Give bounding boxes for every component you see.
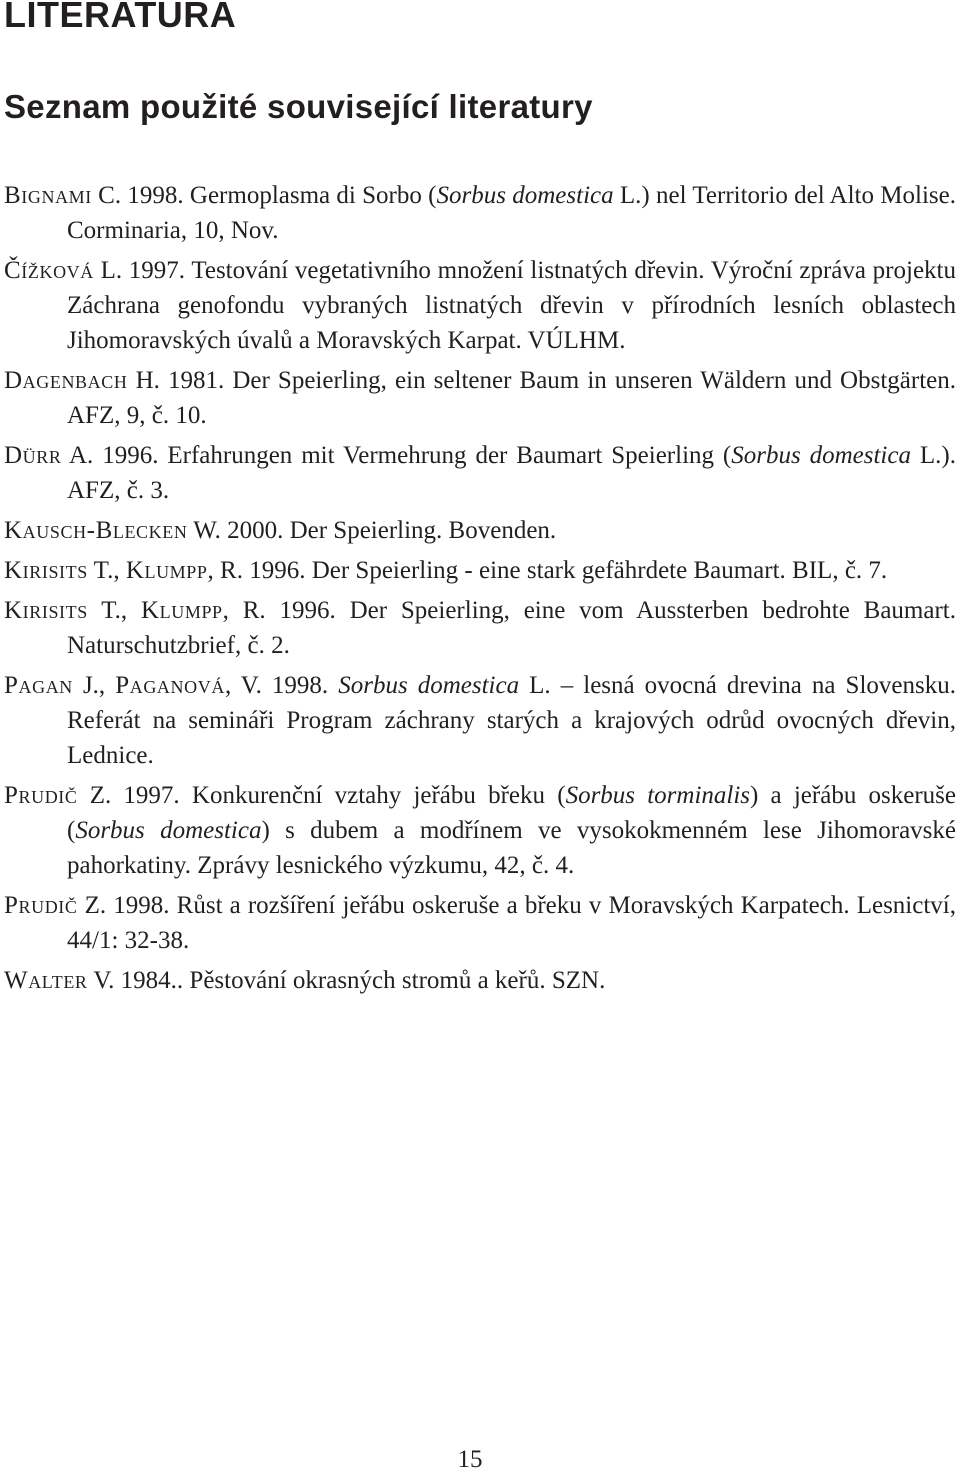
reference-text: , R. 1996. Der Speierling, eine vom Aussterben bedrohte Baumart. Naturschutzbrief, č. 2.	[67, 597, 956, 659]
reference-coauthor: Paganová	[115, 672, 225, 699]
reference-text: ) s dubem a modřínem ve vysokokmenném lese Jihomoravské pahorkatiny. Zprávy lesnického výzkumu, 42, č. 4.	[67, 817, 956, 879]
reference-text: T.,	[87, 597, 141, 624]
reference-coauthor: Klumpp	[140, 597, 223, 624]
reference-text: , V. 1998.	[224, 672, 339, 699]
reference-text: A. 1996. Erfahrungen mit Vermehrung der Baumart Speierling (	[61, 442, 732, 469]
page-number: 15	[457, 1446, 483, 1473]
reference-item	[4, 363, 956, 433]
reference-author: Pagan	[4, 672, 73, 699]
reference-item	[4, 593, 956, 663]
reference-author: Čížková	[4, 257, 94, 284]
reference-item	[4, 553, 956, 588]
reference-text: L. 1997. Testování vegetativního množení listnatých dřevin. Výroční zpráva projektu Záchrana genofondu vybraných listnatých dřevin v přírodních lesních oblastech Jihomoravských úvalů a Moravských Karpat. VÚLHM.	[67, 257, 956, 354]
reference-item	[4, 513, 956, 548]
reference-text: J.,	[72, 672, 116, 699]
reference-text: Z. 1998. Růst a rozšíření jeřábu oskeruše a břeku v Moravských Karpatech. Lesnictví, 44/1: 32-38.	[67, 892, 956, 954]
reference-author: Bignami	[4, 182, 92, 209]
page-heading: LITERATURA	[4, 0, 237, 35]
reference-author: Prudič	[4, 782, 78, 809]
reference-text: Z. 1997. Konkurenční vztahy jeřábu břeku (	[77, 782, 566, 809]
reference-text: V. 1984.. Pěstování okrasných stromů a keřů. SZN.	[87, 967, 606, 994]
reference-text: T.,	[87, 557, 126, 584]
reference-list	[4, 178, 956, 1003]
species-name: Sorbus domestica	[731, 442, 911, 469]
reference-item	[4, 888, 956, 958]
reference-text: L. – lesná ovocná drevina na Slovensku. Referát na semináři Program záchrany starých a krajových odrůd ovocných dřevin, Lednice.	[67, 672, 956, 769]
species-name: Sorbus domestica	[436, 182, 614, 209]
reference-item	[4, 778, 956, 883]
reference-text: L.). AFZ, č. 3.	[67, 442, 956, 504]
reference-coauthor: Klumpp	[125, 557, 208, 584]
reference-text: L.) nel Territorio del Alto Molise. Corminaria, 10, Nov.	[67, 182, 956, 244]
species-name: Sorbus domestica	[338, 672, 520, 699]
reference-item	[4, 253, 956, 358]
reference-item	[4, 438, 956, 508]
reference-author: Kirisits	[4, 557, 88, 584]
reference-author: Kirisits	[4, 597, 88, 624]
reference-author: Kausch-Blecken	[4, 517, 188, 544]
species-name: Sorbus torminalis	[565, 782, 751, 809]
reference-item	[4, 668, 956, 773]
reference-text: , R. 1996. Der Speierling - eine stark gefährdete Baumart. BIL, č. 7.	[207, 557, 888, 584]
reference-text: ) a jeřábu oskeruše (	[67, 782, 956, 844]
reference-author: Dagenbach	[4, 367, 128, 394]
reference-author: Dürr	[4, 442, 62, 469]
reference-item	[4, 178, 956, 248]
reference-author: Prudič	[4, 892, 78, 919]
reference-text: H. 1981. Der Speierling, ein seltener Baum in unseren Wäldern und Obstgärten. AFZ, 9, č. 10.	[67, 367, 956, 429]
reference-text: C. 1998. Germoplasma di Sorbo (	[91, 182, 437, 209]
reference-text: W. 2000. Der Speierling. Bovenden.	[187, 517, 557, 544]
section-subheading: Seznam použité související literatury	[4, 88, 593, 125]
reference-author: Walter	[4, 967, 88, 994]
species-name: Sorbus domestica	[75, 817, 262, 844]
reference-item	[4, 963, 956, 998]
